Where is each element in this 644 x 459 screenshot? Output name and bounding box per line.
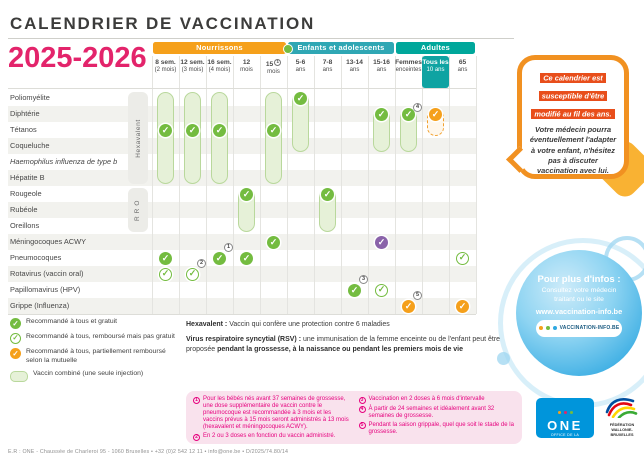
column-divider	[395, 56, 396, 314]
one-logo-name: ONE	[547, 418, 583, 433]
footnote	[359, 422, 516, 436]
logo-dot-green	[546, 326, 550, 330]
footnotes-left	[193, 396, 350, 439]
column-divider	[314, 56, 315, 314]
legend-icon-check-green-o: ✓	[10, 333, 21, 344]
definitions	[186, 320, 518, 360]
fwb-logo-line1: FÉDÉRATION	[609, 423, 635, 427]
fwb-logo-mark	[605, 396, 639, 418]
check-mark: ✓	[159, 124, 172, 137]
column-divider	[233, 56, 234, 314]
column-header: 7-8 ans	[322, 59, 333, 74]
legend-icon-check-green: ✓	[10, 318, 21, 329]
side-label-rro: R R O	[128, 188, 148, 232]
vaccine-label: Coqueluche	[10, 141, 50, 150]
definition: Hexavalent : Vaccin qui confère une protection contre 6 maladies	[186, 321, 390, 328]
check-mark: ✓	[213, 124, 226, 137]
footnote-number: 5	[359, 422, 366, 429]
column-divider	[287, 56, 288, 314]
footnote-text: Pendant la saison grippale, quel que soit le stade de la grossesse.	[368, 421, 514, 435]
legend-icon-check-orange: ✓	[10, 348, 21, 359]
vaccine-label: Grippe (Influenza)	[10, 301, 70, 310]
footnote-text: À partir de 24 semaines et idéalement avant 32 semaines de grossesse.	[368, 405, 495, 419]
column-header: 5-6 ans	[295, 59, 306, 74]
vaccine-label: Rubéole	[10, 205, 38, 214]
column-divider	[449, 56, 450, 314]
age-group-bar-1: Nourrissons	[153, 42, 286, 54]
legend-label: Recommandé à tous et gratuit	[26, 318, 118, 325]
combined-vaccine-pill	[211, 92, 228, 184]
page-title: CALENDRIER DE VACCINATION	[10, 14, 316, 33]
combined-vaccine-pill	[184, 92, 201, 184]
footer-text: E.R : ONE - Chaussée de Charleroi 95 - 1060 Bruxelles • +32 (0)2 542 12 11 • info@one.be • D/2025/74.80/14	[8, 449, 289, 455]
vaccine-label: Hépatite B	[10, 173, 45, 182]
legend-icon-combined-pill	[10, 371, 28, 382]
legend-label: Recommandé à tous, remboursé mais pas gratuit	[26, 333, 175, 340]
check-mark: ✓	[213, 252, 226, 265]
check-mark: ✓	[321, 188, 334, 201]
vaccine-label: Oreillons	[10, 221, 40, 230]
footnote-number: 3	[359, 397, 366, 404]
footnote-text: Vaccination en 2 doses à 6 mois d'intervalle	[368, 396, 485, 402]
legend	[10, 318, 182, 386]
column-header: Tous les 10 ans	[422, 56, 449, 88]
group-divider-dot	[283, 44, 293, 54]
vaccine-label: Papillomavirus (HPV)	[10, 285, 81, 294]
column-header: 12 sem. (3 mois)	[180, 59, 205, 74]
legend-item	[10, 318, 182, 329]
column-header: 15 1 mois	[265, 60, 280, 76]
column-header: 16 sem. (4 mois)	[207, 59, 232, 74]
one-logo-tagline: OFFICE DE LA NAISSANCE ET DE L'ENFANCE	[546, 433, 584, 447]
footnotes-panel	[186, 391, 522, 444]
column-header: 12 mois	[240, 59, 253, 74]
fwb-logo-line2: WALLONIE-BRUXELLES	[610, 428, 634, 438]
column-divider	[476, 56, 477, 314]
footnote-marker: 5	[413, 291, 422, 300]
check-mark: ✓	[159, 268, 172, 281]
footnote-text: En 2 ou 3 doses en fonction du vaccin administré.	[203, 433, 336, 440]
check-mark: ✓	[348, 284, 361, 297]
title-rule	[8, 38, 514, 39]
definition: Virus respiratoire syncytial (RSV) : une immunisation de la femme enceinte ou de l'enfant peut être proposée pendant la grossesse, à la naissance ou pendant les premiers mois de vie	[186, 336, 501, 353]
vaccine-label: Diphtérie	[10, 109, 40, 118]
decorative-dot	[497, 352, 510, 365]
logo-dot-orange	[539, 326, 543, 330]
one-logo	[536, 398, 594, 447]
column-header: Femmes enceintes	[395, 59, 422, 74]
vaccine-label: Tétanos	[10, 125, 37, 134]
vaccine-label: Rougeole	[10, 189, 42, 198]
check-mark: ✓	[294, 92, 307, 105]
combined-vaccine-pill	[265, 92, 282, 184]
check-mark: ✓	[267, 236, 280, 249]
column-divider	[341, 56, 342, 314]
check-mark: ✓	[240, 188, 253, 201]
column-divider	[260, 56, 261, 314]
footnote-marker: 4	[413, 103, 422, 112]
column-header: 15-16 ans	[373, 59, 390, 74]
check-mark: ✓	[267, 124, 280, 137]
column-header: 13-14 ans	[346, 59, 363, 74]
vaccine-label: Méningocoques ACWY	[10, 237, 86, 246]
footnote	[193, 433, 350, 441]
bubble-highlight-text: Ce calendrier est susceptible d'être modifié au fil des ans.	[531, 73, 614, 119]
info-title: Pour plus d'infos :	[537, 274, 621, 285]
years-label: 2025-2026	[8, 42, 147, 74]
info-body: Consultez votre médecin traitant ou le site	[541, 287, 617, 303]
check-mark: ✓	[186, 124, 199, 137]
advice-bubble	[517, 55, 629, 179]
footnote-text: Pour les bébés nés avant 37 semaines de grossesse, une dose supplémentaire de vaccin contre le pneumocoque est recommandée à 3 mois et les vaccins prévus à 15 mois seront administrés à 13 mois (hexavalent et méningocoques ACWY).	[203, 396, 349, 431]
footnote-marker: 1	[224, 243, 233, 252]
column-header: 65 ans	[457, 59, 468, 74]
check-mark: ✓	[186, 268, 199, 281]
check-mark: ✓	[456, 300, 469, 313]
footnote-number: 4	[359, 406, 366, 413]
check-mark: ✓	[159, 252, 172, 265]
vaccine-label: Pneumocoques	[10, 253, 62, 262]
age-group-bar-3: Adultes	[396, 42, 475, 54]
header-divider	[8, 88, 476, 89]
column-header: 8 sem. (2 mois)	[154, 59, 177, 74]
check-mark: ✓	[375, 236, 388, 249]
bubble-content	[522, 60, 624, 184]
side-label-hexavalent: Hexavalent	[128, 92, 148, 184]
info-url-link[interactable]: www.vaccination-info.be	[535, 306, 623, 316]
vaccination-info-logo-text: VACCINATION-INFO.BE	[559, 325, 620, 332]
column-divider	[152, 56, 153, 314]
footnote	[359, 406, 516, 420]
vaccination-table	[8, 42, 476, 314]
column-divider	[368, 56, 369, 314]
footnote-marker: 2	[197, 259, 206, 268]
check-mark: ✓	[375, 284, 388, 297]
footnote-number: 1	[193, 397, 200, 404]
footnote	[359, 396, 516, 404]
check-mark: ✓	[456, 252, 469, 265]
legend-item	[10, 333, 182, 344]
check-mark: ✓	[429, 108, 442, 121]
more-info-circle	[516, 250, 642, 376]
legend-item	[10, 370, 182, 382]
logo-dot-blue	[553, 326, 557, 330]
column-divider	[179, 56, 180, 314]
footnotes-right	[359, 396, 516, 439]
legend-label: Recommandé à tous, partiellement remboursé selon la mutuelle	[26, 348, 166, 364]
footnote-marker: 3	[359, 275, 368, 284]
footnote-number: 2	[193, 434, 200, 441]
check-mark: ✓	[375, 108, 388, 121]
column-divider	[422, 56, 423, 314]
check-mark: ✓	[402, 108, 415, 121]
vaccine-label: Haemophilus influenza de type b	[10, 157, 118, 166]
legend-item	[10, 348, 182, 366]
combined-vaccine-pill	[157, 92, 174, 184]
one-logo-dots	[536, 401, 594, 419]
vaccine-label: Poliomyélite	[10, 93, 50, 102]
check-mark: ✓	[240, 252, 253, 265]
vaccination-info-logo	[536, 320, 622, 337]
age-group-bar-2: Enfants et adolescents	[288, 42, 394, 54]
legend-label: Vaccin combiné (une seule injection)	[33, 369, 144, 377]
footnote-marker: 1	[274, 59, 281, 66]
column-divider	[206, 56, 207, 314]
fwb-logo	[602, 396, 642, 438]
table-bottom-divider	[8, 314, 476, 315]
footnote	[193, 396, 350, 431]
bubble-body-text: Votre médecin pourra éventuellement l'adapter à votre enfant, n'hésitez pas à discuter vaccination avec lui.	[529, 125, 617, 176]
check-mark: ✓	[402, 300, 415, 313]
vaccine-label: Rotavirus (vaccin oral)	[10, 269, 84, 278]
